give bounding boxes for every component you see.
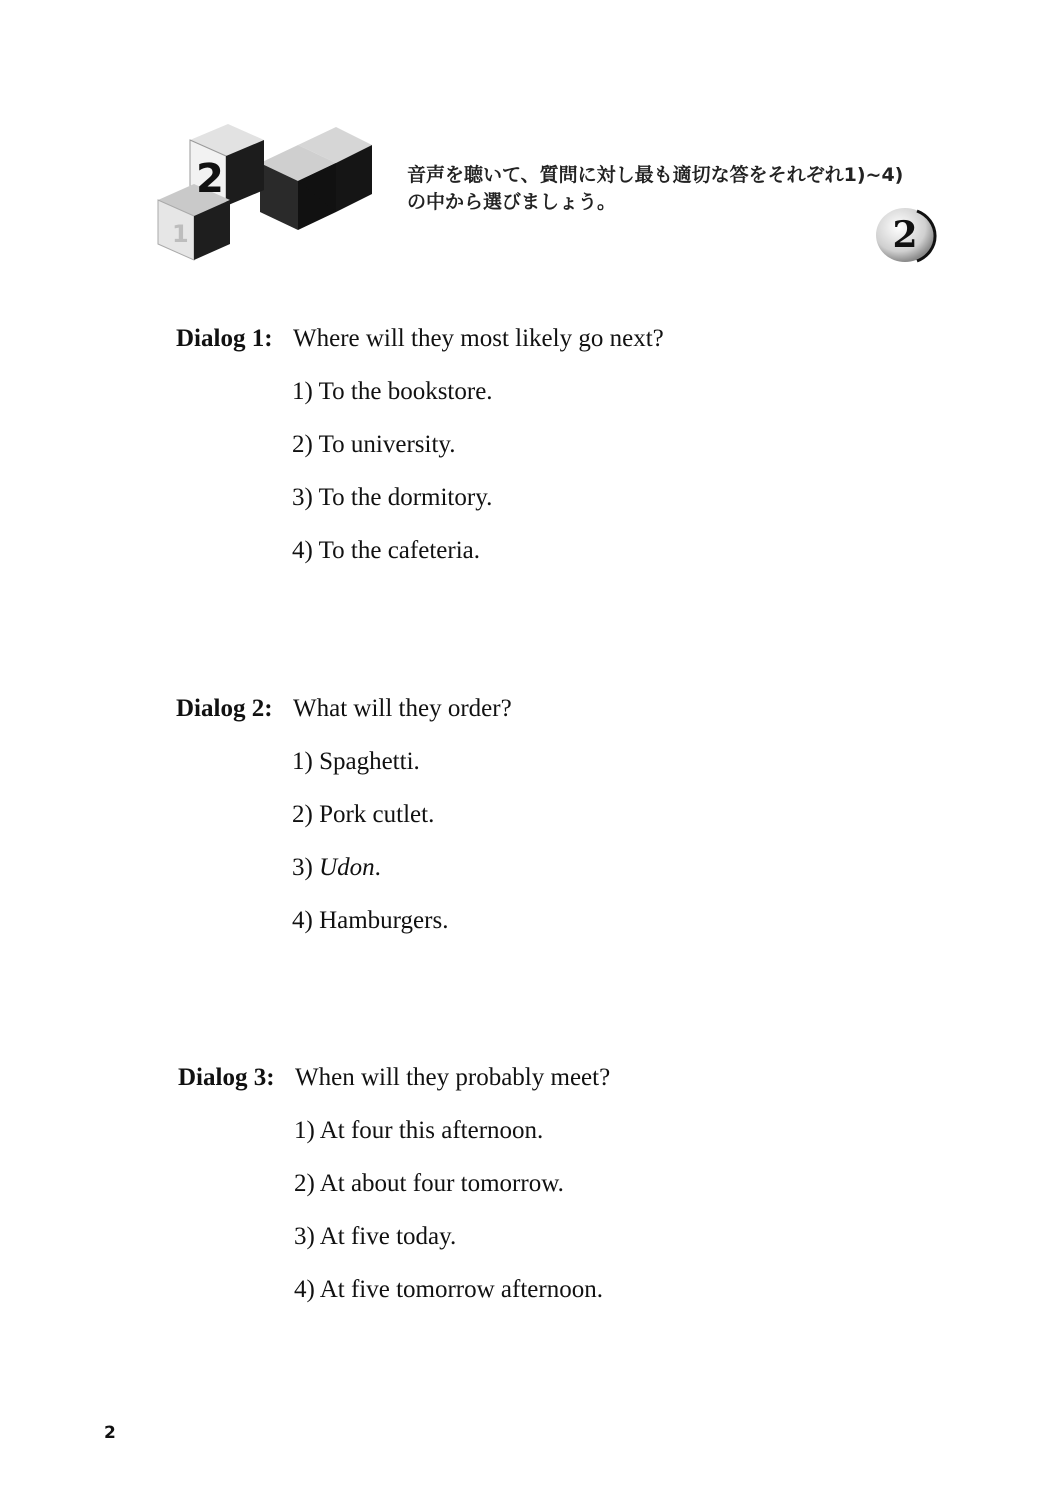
answer-option: 2) Pork cutlet. <box>292 801 435 828</box>
dialog-question: What will they order? <box>293 695 512 722</box>
logo-number: 2 <box>196 156 224 202</box>
answer-option: 3) At five today. <box>294 1223 457 1250</box>
dialog-label: Dialog 1: <box>176 325 273 352</box>
answer-option: 4) At five tomorrow afternoon. <box>294 1276 603 1303</box>
answer-option: 2) At about four tomorrow. <box>294 1170 564 1197</box>
answer-options <box>292 377 493 589</box>
answer-options <box>292 747 448 959</box>
track-number: 2 <box>892 214 918 256</box>
answer-options <box>294 1116 603 1328</box>
dialog-heading <box>176 695 512 723</box>
cube-logo-icon <box>150 118 382 266</box>
answer-option: 2) To university. <box>292 431 456 458</box>
answer-option: 1) To the bookstore. <box>292 378 493 405</box>
answer-option: 3) Udon. <box>292 854 381 881</box>
answer-option: 1) Spaghetti. <box>292 748 420 775</box>
answer-option: 4) Hamburgers. <box>292 907 449 934</box>
dialog-question: When will they probably meet? <box>295 1064 611 1091</box>
dialog-heading <box>178 1064 610 1092</box>
cube-row <box>260 127 372 230</box>
instruction-line-2: の中から選びましょう。 <box>407 191 617 213</box>
answer-option: 3) To the dormitory. <box>292 484 493 511</box>
answer-option: 4) To the cafeteria. <box>292 537 480 564</box>
page-number: 2 <box>104 1423 116 1443</box>
instruction-line-1: 音声を聴いて、質問に対し最も適切な答をそれぞれ1)~4) <box>407 164 904 186</box>
audio-track-badge-icon <box>873 205 941 267</box>
dialog-question: Where will they most likely go next? <box>293 325 664 352</box>
dialog-heading <box>176 325 664 353</box>
svg-text:1: 1 <box>172 220 189 248</box>
dialog-label: Dialog 2: <box>176 695 273 722</box>
answer-option: 1) At four this afternoon. <box>294 1117 544 1144</box>
dialog-label: Dialog 3: <box>178 1064 275 1091</box>
